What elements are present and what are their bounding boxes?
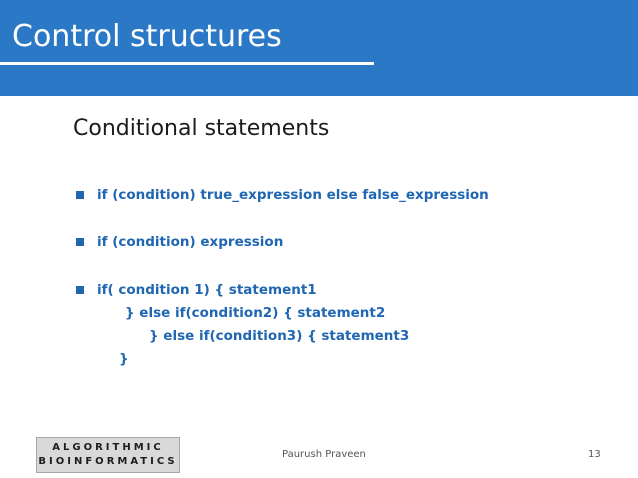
bullet-square-icon bbox=[76, 238, 84, 246]
bullet-item: if (condition) true_expression else false_expression bbox=[97, 187, 489, 203]
logo-line: ALGORITHMIC bbox=[52, 442, 164, 453]
code-continuation-line: } bbox=[119, 351, 129, 367]
bullet-item: if( condition 1) { statement1 bbox=[97, 282, 317, 298]
code-continuation-line: } else if(condition2) { statement2 bbox=[125, 305, 386, 321]
logo-line: BIOINFORMATICS bbox=[38, 456, 178, 467]
code-continuation-line: } else if(condition3) { statement3 bbox=[149, 328, 410, 344]
header-band bbox=[0, 0, 638, 96]
bullet-square-icon bbox=[76, 191, 84, 199]
title-underline bbox=[0, 62, 374, 65]
algorithmic-bioinformatics-logo bbox=[36, 437, 180, 473]
footer-author: Paurush Praveen bbox=[282, 449, 366, 460]
bullet-item: if (condition) expression bbox=[97, 234, 284, 250]
slide-subtitle: Conditional statements bbox=[73, 116, 330, 141]
bullet-square-icon bbox=[76, 286, 84, 294]
slide-title: Control structures bbox=[12, 19, 282, 54]
page-number: 13 bbox=[588, 449, 601, 460]
